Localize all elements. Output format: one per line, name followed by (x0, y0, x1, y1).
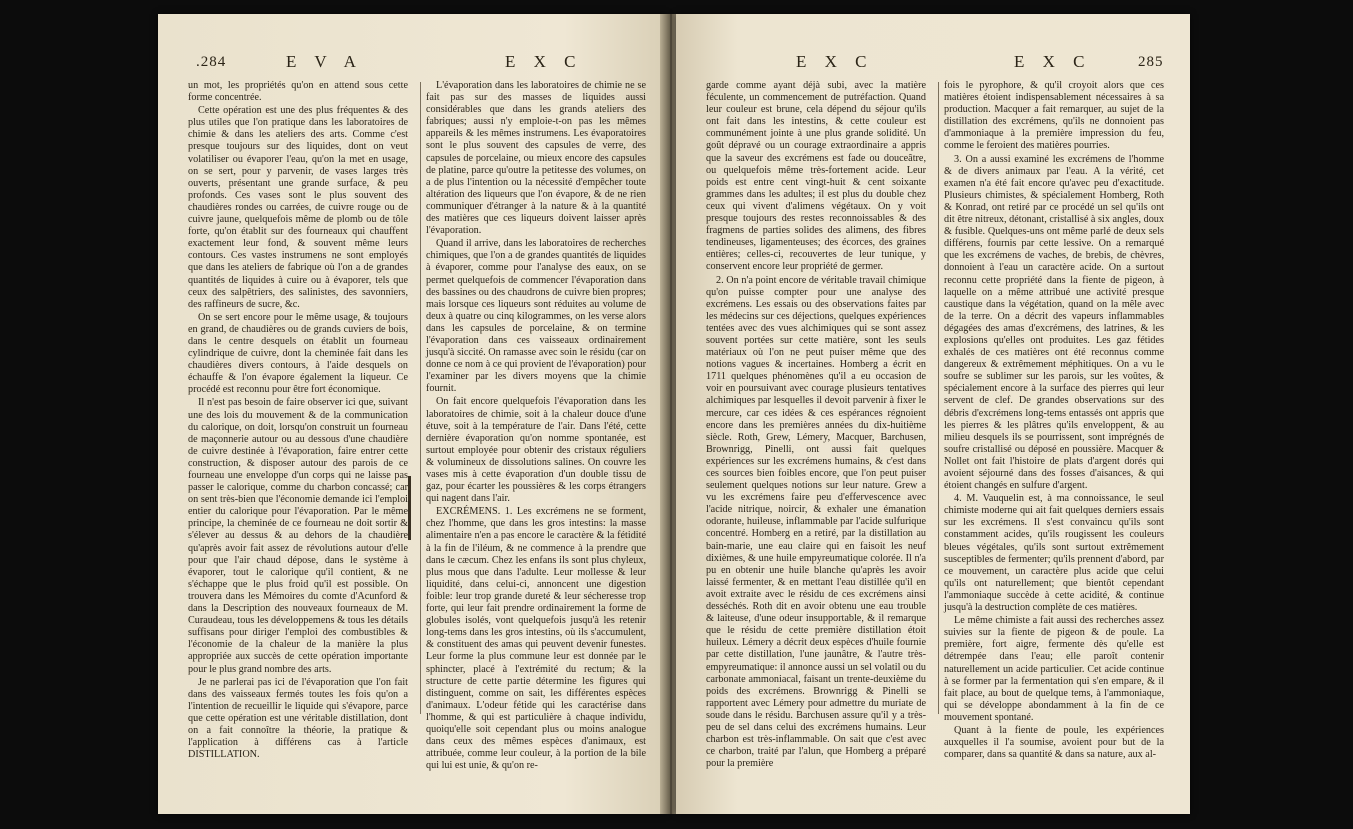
paragraph: Cette opération est une des plus fréquentes & des plus utiles que l'on pratique dans les laboratoires de chimie & dans les ateliers des arts. Comme c'est presque toujours sur des liquides, dont on veut volatiliser ou évaporer l'eau, qu'on la met en usage, on se sert, pour y parvenir, de vases larges très ouverts, présentant une grande surface, & peu profonds. Ces vases sont le plus souvent des chaudières rondes ou carrées, de cuivre rouge ou de cuivre jaune, quelquefois même de plomb ou de tôle forte, qu'on établit sur des fourneaux qui chauffent exactement leur fond, & souvent même leurs contours. Ces vastes instrumens ne sont employés que dans les ateliers de fabrique où l'on a de grandes quantités de liquides à cuire ou à évaporer, tels que ceux des salpêtriers, des salinistes, des savonniers, des raffineurs de sucre, &c. (188, 105, 408, 310)
left-page (158, 14, 666, 814)
paragraph: 3. On a aussi examiné les excrémens de l'homme & de divers animaux par l'eau. A la vérité, cet examen n'a été fait encore qu'avec peu d'exactitude. Plusieurs chimistes, & spécialement Homberg, Roth & Konrad, ont retiré par ce procédé un sel qu'ils ont dit être nitreux, détonant, cristallisé à six angles, doux & fusible. Quelques-uns ont même parlé de deux sels différens, fournis par cette lessive. On a remarqué que les excrémens de vaches, de brebis, de chèvres, donnoient à l'eau un caractère acide. On a surtout reconnu cette propriété dans la fiente de pigeon, à laquelle on a même attribué une activité presque caustique dans la végétation, quand on la mêle avec de la terre. On a décrit des vapeurs inflammables dégagées des amas d'excrémens, des latrines, & les explosions qu'elles ont produites. Les gaz fétides exhalés de ces matières ont été reconnus comme dangereux & extrêmement méphitiques. On a vu le soufre se sublimer sur les parois, sur les voûtes, & spécialement encore à la surface des pierres qui leur servent de clef. De grandes observations sur des débris d'excrémens long-tems entassés ont appris que les pierres & les plâtres qu'ils enveloppent, & au milieu desquels ils se pourrissent, sont imprégnés de soufre cristallisé ou déposé en poussière. Macquer & Nollet ont fait l'histoire de plats d'argent dorés qui avoient séjourné dans des fosses d'aisances, & qui étoient changés en sulfure d'argent. (944, 153, 1164, 492)
paragraph: On se sert encore pour le même usage, & toujours en grand, de chaudières ou de grands cuviers de bois, dans le centre desquels on établit un fourneau cylindrique de cuivre, dont la cheminée fait dans les chaudières divers contours, à l'aide desquels on échauffe & l'on évapore également la liqueur. Ce procédé est reconnu pour être fort économique. (188, 311, 408, 396)
margin-line-mark (408, 476, 411, 540)
paragraph: Il n'est pas besoin de faire observer ici que, suivant une des lois du mouvement & de la communication du calorique, on doit, lorsqu'on construit un fourneau de maçonnerie autour ou au dessous d'une chaudière de cuivre destinée à l'évaporation, faire entrer cette construction, & disposer autour des parois de ce fourneau une enveloppe d'un corps qui ne laisse pas passer le calorique, comme du charbon concassé; car on sent très-bien que l'économie demande ici l'emploi entier du calorique pour l'évaporation. Par le même principe, la cheminée de ce fourneau ne doit sortir & s'élever au dessus & au dehors de la chaudière qu'après avoir fait assez de révolutions autour d'elle pour que l'air chaud dépose, dans le système à évaporer, tout le calorique qu'il contient, & ne s'échappe que le plus froid qu'il est possible. On trouvera dans les Mémoires du comte d'Acunford & dans la Description des nouveaux fourneaux de M. Curaudeau, tous les développemens & tous les détails suffisans pour diriger l'emploi des combustibles & l'économie de la chaleur de la manière la plus appropriée aux succès de cette opération importante pour le plus grand nombre des arts. (188, 397, 408, 675)
paragraph: Le même chimiste a fait aussi des recherches assez suivies sur la fiente de pigeon & de poule. La première, fort aigre, fermente dès qu'elle est détrempée dans l'eau; elle paroît contenir naturellement un acide particulier. Cet acide continue à se former par la fermentation qui s'en empare, & il fait place, au bout de quelque tems, à l'ammoniaque, qui se développe abondamment à la fin de ce mouvement spontané. (944, 615, 1164, 723)
head-word-left-2: E X C (505, 52, 583, 71)
paragraph: L'évaporation dans les laboratoires de chimie ne se fait pas sur des masses de liquides aussi considérables que dans les grands ateliers des fabriques; aussi n'y emploie-t-on pas les mêmes appareils & les mêmes instrumens. Les évaporatoires sont le plus souvent des capsules de verre, des capsules de porcelaine, ou mieux encore des capsules de platine, parce qu'outre la petitesse des volumes, on a de plus l'intention ou la nécessité d'empêcher toute altération des liqueurs que l'on évapore, & de ne rien communiquer d'étranger à la nature & à la quantité des matières que ces liqueurs doivent laisser après l'évaporation. (426, 80, 646, 237)
paragraph: Quant à la fiente de poule, les expériences auxquelles il l'a soumise, avoient pour but de la comparer, dans sa quantité & dans sa nature, aux al- (944, 724, 1164, 761)
right-page-column-1 (706, 80, 926, 770)
left-page-column-2 (426, 80, 646, 772)
paragraph: garde comme ayant déjà subi, avec la matière féculente, un commencement de putréfaction. Quand leur couleur est brune, cela dépend du séjour qu'ils ont fait dans les intestins, & cette couleur est communément jointe à une plus grande solidité. Un goût dépravé ou un courage extraordinaire a appris que la saveur des excrémens est fade ou douceâtre, ou quelquefois même très-fortement acide. Leur poids est entre cent vingt-huit & cent soixante grammes dans les adultes; il est plus du double chez ceux qui vivent d'alimens végétaux. On y voit presque toujours des restes reconnoissables & des fragmens de parties solides des alimens, des fibres tendineuses, ligamenteuses; des écorces, des graines entières; celles-ci, recouvertes de leur tunique, y conservent encore leur propriété de germer. (706, 80, 926, 273)
paragraph: un mot, les propriétés qu'on en attend sous cette forme concentrée. (188, 80, 408, 104)
paragraph: 4. M. Vauquelin est, à ma connoissance, le seul chimiste moderne qui ait fait quelques derniers essais sur les excrémens. Il s'est convaincu qu'ils sont constamment acides, qu'ils rougissent les couleurs bleues végétales, qu'ils sont surtout extrêmement susceptibles de fermenter; qu'ils prennent d'abord, par ce mouvement, un caractère plus acide que celui qu'ils ont naturellement; que bientôt cependant l'ammoniaque succède à cette acidité, & continue jusqu'à la destruction complète de ces matières. (944, 493, 1164, 614)
paragraph: On fait encore quelquefois l'évaporation dans les laboratoires de chimie, soit à la chaleur douce d'une étuve, soit à la température de l'air. Dans l'été, cette dernière évaporation qu'on nomme spontanée, est surtout employée pour obtenir des cristaux réguliers & volumineux de dissolutions salines. On couvre les vases mis à cette évaporation d'un double tissu de gaz, pour écarter les poussières & les corps étrangers qui nagent dans l'air. (426, 396, 646, 505)
paragraph: EXCRÉMENS. 1. Les excrémens ne se forment, chez l'homme, que dans les gros intestins: la masse alimentaire n'en a pas encore le caractère & la fétidité à la fin de l'iléum, & ne commence à la prendre que dans le cæcum. Chez les enfans ils sont plus chyleux, plus mous que dans l'adulte. Leur mollesse & leur liquidité, dans celui-ci, annoncent une digestion foible: leur trop grande dureté & leur sécheresse trop forte, qui leur fait prendre ordinairement la forme de globules isolés, vont quelquefois jusqu'à les retenir long-tems dans les gros intestins, où ils s'accumulent, & constituent des amas qui peuvent devenir funestes. Leur forme la plus commune leur est donnée par le sphincter, placé à l'extrémité du rectum; & la structure de cette partie détermine les figures qui distinguent, comme on sait, les différentes espèces d'animaux. L'odeur fétide qui les caractérise dans l'homme, & qui est particulière à chaque individu, quoiqu'elle soit cependant plus ou moins analogue dans ceux des mêmes espèces d'animaux, est attribuée, comme leur couleur, à la portion de la bile qui lui est unie, & qu'on re- (426, 506, 646, 772)
head-word-left: E V A (286, 52, 363, 71)
paragraph: Je ne parlerai pas ici de l'évaporation que l'on fait dans des vaisseaux fermés toutes les fois qu'on a l'intention de recueillir le liquide qui s'évapore, parce que cette opération est une véritable distillation, dont on a fait connoître la théorie, la pratique & l'application à différens cas à l'article DISTILLATION. (188, 676, 408, 761)
left-page-column-1 (188, 80, 408, 761)
head-word-right-1: E X C (796, 52, 874, 71)
paragraph: fois le pyrophore, & qu'il croyoit alors que ces matières étoient indispensablement nécessaires à sa production. Macquer a fait remarquer, au sujet de la distillation des excrémens, qu'ils ne donnoient pas d'ammoniaque à la première impression du feu, comme le feroient des matières pourries. (944, 80, 1164, 152)
running-head-right (676, 48, 1190, 78)
column-rule-right (938, 82, 939, 714)
page-number-left: .284 (196, 54, 227, 70)
right-page-column-2 (944, 80, 1164, 761)
column-rule-left (420, 82, 421, 714)
right-page (676, 14, 1190, 814)
page-number-right: 285 (1138, 54, 1164, 70)
head-word-right-2: E X C (1014, 52, 1092, 71)
paragraph: 2. On n'a point encore de véritable travail chimique qu'on puisse compter pour une analyse des excrémens. Les essais ou des observations faites par les médecins sur ces déjections, quelques expériences tentées avec des vues alchimiques qui se sont assez souvent portées sur cette matière, sont les seuls matériaux où l'on ne peut puiser même que des notions vagues & incertaines. Homberg a écrit en 1711 quelques phénomènes qu'il a eu occasion de voir en poursuivant avec courage plusieurs tentatives alchimiques par lesquelles il devoit parvenir à fixer le mercure, car ces idées & ces espérances régnoient encore dans les premières années du dix-huitième siècle. Roth, Grew, Lémery, Macquer, Barchusen, Brownrigg, Pinelli, ont aussi fait quelques expériences sur les excrémens humains, & c'est dans ces sources bien foibles encore, que l'on peut puiser seulement quelques notions sur leur nature. Grew a vu les excrémens faire peu d'effervescence avec l'acide nitrique, noircir, & exhaler une émanation odorante, huileuse, inflammable par l'acide sulfurique concentré. Homberg en a retiré, par la distillation au bain-marie, une eau claire qui en faisoit les neuf dixièmes, & une huile empyreumatique colorée. Il n'a pu en obtenir une huile blanche qu'après les avoir laissé fermenter, & en mettant l'eau distillée qu'il en avoit extraite avec le résidu de ces excrémens ainsi desséchés. Roth dit en avoir obtenu une eau trouble & laiteuse, d'une odeur insupportable, & il remarque que le résidu de cette première distillation étoit huileux. Lémery a décrit deux espèces d'huile fournie par cette distillation, l'une jaunâtre, & l'autre très-empyreumatique: il annonce aussi un sel volatil ou du carbonate ammoniacal, faisant un trente-deuxième du poids des excrémens. Brownrigg & Pinelli se rapportent avec Lémery pour admettre du muriate de soude dans le résidu. Barchusen assure qu'il y a très-peu de sel dans celui des excrémens humains. Leur charbon est très-inflammable. On sait que c'est avec ce charbon, traité par l'alun, que Homberg a préparé pour la première (706, 274, 926, 770)
running-head-left (158, 48, 666, 78)
paragraph: Quand il arrive, dans les laboratoires de recherches chimiques, que l'on a de grandes quantités de liquides à évaporer, comme pour l'analyse des eaux, on se permet quelquefois de commencer l'évaporation dans des bassines ou des chaudrons de cuivre bien propres; mais lorsque ces liqueurs sont réduites au volume de deux à quatre ou cinq kilogrammes, on les verse alors dans les capsules de porcelaine, & on termine l'évaporation dans ces vaisseaux ordinairement jusqu'à siccité. On ramasse avec soin le résidu (car on donne ce nom à ce qui provient de l'évaporation) pour l'examiner par les divers moyens que la chimie fournit. (426, 238, 646, 395)
